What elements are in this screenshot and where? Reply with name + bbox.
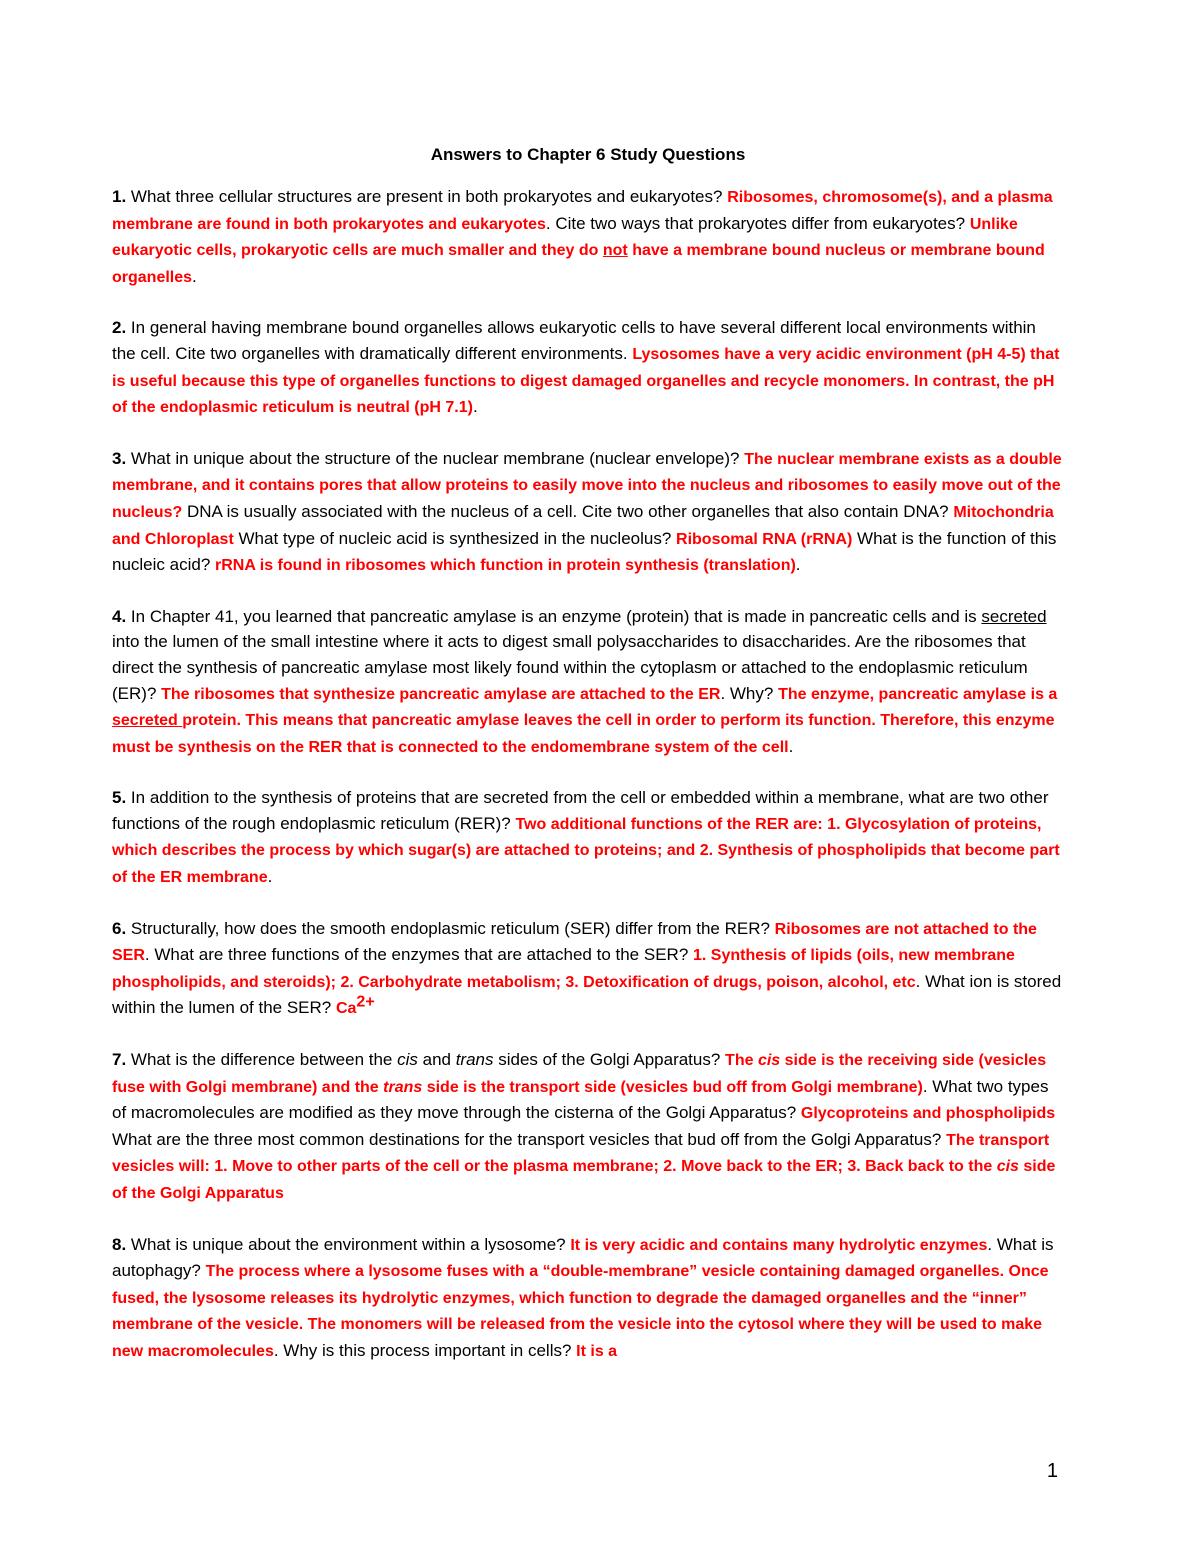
answer-text: 1. Synthesis of lipids (oils, new membrane phospholipids, and steroids); 2. Carbohydrate metabolism; 3. Detoxification of drugs, poison, alcohol, etc: [112, 947, 1015, 991]
question-text: into the lumen of the small intestine where it acts to digest small polysaccharides to disaccharides. Are the ribosomes that direct the synthesis of pancreatic amylase most likely found within the cytoplasm or attached to the endoplasmic reticulum (ER)?: [112, 632, 1028, 703]
question-text: secreted: [981, 606, 1047, 626]
question-text: What is unique about the environment within a lysosome?: [130, 1234, 571, 1254]
question-text: What is the difference between the: [130, 1050, 398, 1070]
question-item: [112, 1232, 1064, 1365]
answer-text: Ribosomes are not attached to the SER: [112, 920, 1037, 965]
answer-text: cis: [996, 1158, 1019, 1176]
answer-text: The: [725, 1052, 758, 1070]
question-number: 5.: [112, 788, 127, 808]
document-page: [112, 140, 1064, 1390]
question-text: cis: [397, 1050, 418, 1070]
answer-text: side is the receiving side (vesicles fuse with Golgi membrane) and the: [112, 1052, 1047, 1096]
answer-text: Ribosomal RNA (rRNA): [676, 530, 853, 548]
answer-text: Ribosomes, chromosome(s), and a plasma membrane are found in both prokaryotes and eukaryotes: [112, 189, 1053, 233]
question-item: [112, 315, 1064, 420]
answer-text: secreted: [112, 712, 183, 730]
question-text: In addition to the synthesis of proteins that are secreted from the cell or embedded within a membrane, what are two other functions of the rough endoplasmic reticulum (RER)?: [112, 788, 1049, 833]
question-text: . What is autophagy?: [112, 1234, 1054, 1281]
answer-text: rRNA is found in ribosomes which function in protein synthesis (translation): [215, 557, 796, 575]
question-item: [112, 604, 1064, 761]
question-list: [112, 184, 1064, 1365]
question-text: . Cite two ways that prokaryotes differ from eukaryotes?: [545, 213, 970, 233]
answer-text: Unlike eukaryotic cells, prokaryotic cells are much smaller and they do: [112, 215, 1018, 260]
question-text: What in unique about the structure of the nuclear membrane (nuclear envelope)?: [130, 448, 745, 468]
answer-text: The enzyme, pancreatic amylase is a: [778, 685, 1058, 703]
answer-text: The process where a lysosome fuses with a “double-membrane” vesicle containing damaged organelles. Once fused, the lysosome releases its hydrolytic enzymes, which function to degrade the damaged organelles and the “inner” membrane of the vesicle. The monomers will be released from the vesicle into the cytosol where they will be used to make new macromolecules: [112, 1263, 1049, 1360]
question-text: . What ion is stored within the lumen of the SER?: [112, 971, 1062, 1018]
question-item: [112, 1047, 1064, 1207]
question-number: 7.: [112, 1050, 127, 1070]
question-item: [112, 184, 1064, 290]
document-title: Answers to Chapter 6 Study Questions: [430, 145, 746, 164]
question-text: .: [472, 397, 478, 417]
question-number: 4.: [112, 606, 127, 626]
question-item: [112, 916, 1064, 1022]
question-text: In Chapter 41, you learned that pancreatic amylase is an enzyme (protein) that is made in pancreatic cells and is: [130, 606, 982, 626]
answer-text: Ca: [335, 1000, 357, 1018]
answer-text: Lysosomes have a very acidic environment (pH 4-5) that is useful because this type of organelles functions to digest damaged organelles and recycle monomers. In contrast, the pH of the endoplasmic reticulum is neutral (pH 7.1): [112, 345, 1060, 417]
answer-text: The nuclear membrane exists as a double membrane, and it contains pores that allow proteins to easily move into the nucleus and ribosomes to easily move out of the nucleus?: [112, 450, 1062, 521]
question-number: 3.: [112, 448, 127, 468]
question-text: . What are three functions of the enzymes that are attached to the SER?: [144, 945, 693, 965]
answer-text: protein. This means that pancreatic amylase leaves the cell in order to perform its function. Therefore, this enzyme must be synthesis on the RER that is connected to the endomembrane system of the cell: [112, 712, 1055, 756]
question-text: Structurally, how does the smooth endoplasmic reticulum (SER) differ from the RER?: [130, 918, 775, 938]
question-text: What type of nucleic acid is synthesized in the nucleolus?: [233, 528, 677, 548]
question-text: .: [795, 555, 801, 575]
answer-text: It is very acidic and contains many hydrolytic enzymes: [570, 1236, 988, 1254]
question-item: [112, 446, 1064, 579]
answer-text: not: [602, 242, 628, 260]
question-text: . Why?: [720, 683, 779, 703]
question-item: [112, 785, 1064, 890]
answer-text: trans: [383, 1078, 423, 1096]
question-text: What is the function of this nucleic acid?: [112, 528, 1057, 575]
question-text: DNA is usually associated with the nucleus of a cell. Cite two other organelles that also contain DNA?: [182, 501, 954, 521]
question-text: .: [192, 266, 197, 286]
answer-text: Glycoproteins and phospholipids: [800, 1105, 1056, 1123]
answer-text: side is the transport side (vesicles bud off from Golgi membrane): [422, 1078, 923, 1096]
page-number: 1: [1046, 1460, 1058, 1482]
answer-text: cis: [757, 1052, 781, 1070]
question-number: 6.: [112, 918, 127, 938]
answer-text: It is a: [576, 1342, 618, 1360]
answer-text: side of the Golgi Apparatus: [112, 1158, 1056, 1202]
question-text: . What two types of macromolecules are modified as they move through the cisterna of the Golgi Apparatus?: [112, 1076, 1049, 1123]
question-number: 8.: [112, 1234, 127, 1254]
question-text: .: [788, 736, 794, 756]
question-text: In general having membrane bound organelles allows eukaryotic cells to have several different local environments within the cell. Cite two organelles with dramatically different environments.: [112, 318, 1036, 363]
question-text: What three cellular structures are present in both prokaryotes and eukaryotes?: [130, 187, 728, 206]
question-text: . Why is this process important in cells?: [273, 1340, 577, 1360]
answer-text: The transport vesicles will: 1. Move to other parts of the cell or the plasma membrane; 2. Move back to the ER; 3. Back back to the: [112, 1131, 1050, 1176]
answer-text: have a membrane bound nucleus or membrane bound organelles: [112, 242, 1045, 286]
answer-text: Two additional functions of the RER are: 1. Glycosylation of proteins, which describes the process by which sugar(s) are attached to proteins; and 2. Synthesis of phospholipids that become part of the ER membrane: [112, 815, 1060, 887]
question-text: sides of the Golgi Apparatus?: [493, 1050, 726, 1070]
answer-text: Mitochondria and Chloroplast: [112, 503, 1054, 548]
question-text: and: [417, 1050, 456, 1070]
answer-text: The ribosomes that synthesize pancreatic amylase are attached to the ER: [161, 685, 721, 703]
question-number: 1.: [112, 187, 127, 206]
question-text: .: [267, 867, 273, 887]
question-text: What are the three most common destinations for the transport vesicles that bud off from the Golgi Apparatus?: [112, 1129, 947, 1149]
question-number: 2.: [112, 318, 127, 338]
question-text: trans: [455, 1050, 494, 1070]
answer-text: 2+: [356, 993, 375, 1011]
